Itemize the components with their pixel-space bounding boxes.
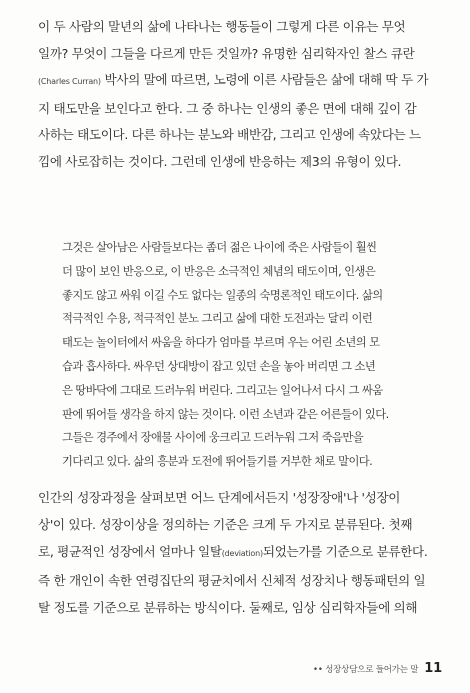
quote-line: 태도는 놀이터에서 싸움을 하다가 엄마를 부르며 우는 어린 소년의 모	[62, 336, 380, 350]
quote-line: 적극적인 수용, 적극적인 분노 그리고 삶에 대한 도전과는 달리 이런	[62, 312, 373, 326]
quote-line: 더 많이 보인 반응으로, 이 반응은 소극적인 체념의 태도이며, 인생은	[62, 264, 376, 278]
text-line: 인간의 성장과정을 살펴보면 어느 단계에서든지 '성장장애'나 '성장이	[38, 490, 401, 505]
text-line: 상'이 있다. 성장이상을 정의하는 기준은 크게 두 가지로 분류된다. 첫째	[38, 517, 413, 532]
text-line: 낌에 사로잡히는 것이다. 그런데 인생에 반응하는 제3의 유형이 있다.	[38, 153, 402, 169]
text-line	[38, 538, 438, 567]
quote-line: 은 땅바닥에 그대로 드러누워 버린다. 그리고는 일어나서 다시 그 싸움	[62, 383, 383, 397]
quote-line: 습과 흡사하다. 싸우던 상대방이 잡고 있던 손을 놓아 버리면 그 소년	[62, 359, 376, 373]
text-line-content: 되었는가를 기준으로 분류한다.	[262, 544, 428, 559]
text-line: 일까? 무엇이 그들을 다르게 만든 것일까? 유명한 심리학자인 찰스 큐란	[38, 45, 415, 61]
text-line: 이 두 사람의 말년의 삶에 나타나는 행동들이 그렇게 다른 이유는 무엇	[38, 19, 406, 34]
text-line-content: 로, 평균적인 성장에서 얼마나 일탈	[38, 544, 222, 559]
block-quote	[62, 236, 440, 474]
text-line	[38, 67, 438, 96]
quote-line: 좋지도 않고 싸워 이길 수도 없다는 일종의 숙명론적인 태도이다. 삶의	[62, 288, 383, 302]
text-line: 지 태도만을 보인다고 한다. 그 중 하나는 인생의 좋은 면에 대해 깊이 감	[38, 100, 417, 116]
paragraph-intro	[38, 14, 438, 175]
text-line: 탈 정도를 기준으로 분류하는 방식이다. 둘째로, 임상 심리학자들에 의해	[38, 600, 418, 615]
text-line-content: 박사의 말에 따르면, 노령에 이른 사람들은 삶에 대해 딱 두 가	[104, 72, 429, 87]
text-line: 즉 한 개인이 속한 연령집단의 평균치에서 신체적 성장치나 행동패턴의 일	[38, 573, 426, 588]
quote-line: 그들은 경주에서 장애물 사이에 웅크리고 드러누워 그저 죽음만을	[62, 431, 364, 445]
text-line: 사하는 태도이다. 다른 하나는 분노와 배반감, 그리고 인생에 속았다는 느	[38, 127, 421, 142]
page-number: 11	[424, 661, 442, 676]
quote-line: 판에 뛰어들 생각을 하지 않는 것이다. 이런 소년과 같은 어른들이 있다.	[62, 407, 389, 421]
term-annotation: (deviation)	[221, 549, 263, 558]
paragraph-growth	[38, 484, 438, 621]
quote-line: 그것은 살아남은 사람들보다는 좀더 젊은 나이에 죽은 사람들이 훨씬	[62, 241, 377, 254]
name-annotation: (Charles Curran)	[38, 77, 101, 86]
running-title: •• 성장상담으로 들어가는 말	[313, 665, 419, 675]
page-footer	[313, 661, 442, 676]
quote-line: 기다리고 있다. 삶의 흥분과 도전에 뛰어들기를 거부한 채로 말이다.	[62, 455, 373, 469]
